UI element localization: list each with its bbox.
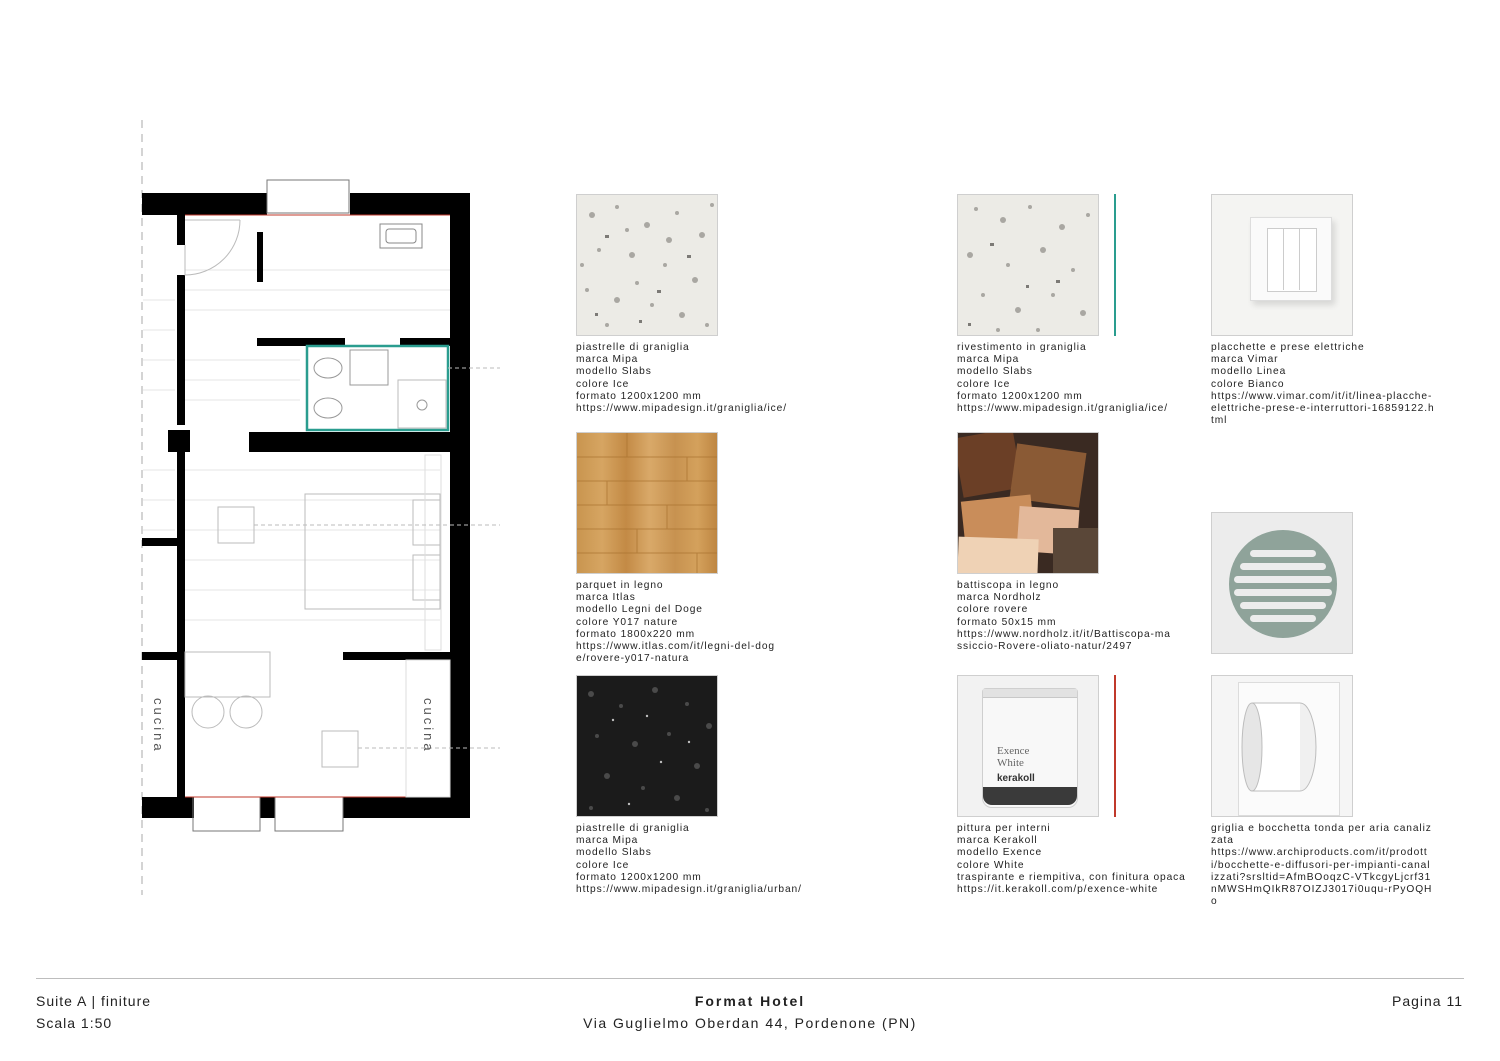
swatch-switch-plate [1211,194,1353,336]
line: modello Linea [1211,366,1287,378]
switch-plate-icon [1250,217,1332,301]
line: colore Ice [957,378,1011,390]
line: parquet in legno [576,580,664,591]
door-swing [185,220,240,275]
line-link[interactable]: https://www.nordholz.it/it/Battiscopa-massiccio-Rovere-oliato-natur/2497 [957,628,1171,653]
line: modello Slabs [957,366,1033,378]
material-description-1 [576,342,826,415]
material-description-7 [957,823,1197,896]
line: formato 1200x1200 mm [957,390,1083,402]
terrazzo-texture [577,195,718,336]
line: modello Legni del Doge [576,604,703,616]
footer-section-title: Suite A | finiture [36,993,152,1009]
material-description-4 [576,580,776,665]
footer-page-number: Pagina 11 [1391,993,1463,1009]
swatch-paint-bucket [957,675,1099,817]
bucket-line1: Exence [997,745,1030,757]
line-link[interactable]: https://www.archiproducts.com/it/prodotti/bocchette-e-diffusori-per-impianti-canalizzati?srsltid=AfmBOoqzC-VTkcgyLjcrf31nMWSHmQIkR87OIZJ3017i0uqu-rPyOQHo [1211,847,1433,908]
line: colore White [957,859,1025,871]
line: formato 1200x1200 mm [576,390,702,402]
bucket-line2: White [997,757,1024,769]
line: marca Mipa [576,835,639,847]
swatch-terrazzo-urban [576,675,718,817]
material-description-2 [957,342,1207,415]
kitchen-label-left: cucina [151,698,166,754]
line: piastrelle di graniglia [576,823,690,834]
line: colore rovere [957,604,1029,616]
accent-bar-red [1114,675,1116,817]
line: formato 1800x220 mm [576,628,696,640]
swatch-terrazzo-ice-floor [576,194,718,336]
line: pittura per interni [957,823,1051,834]
line: placchette e prese elettriche [1211,342,1365,353]
line: colore Ice [576,378,630,390]
swatch-baseboard [957,432,1099,574]
line: marca Vimar [1211,354,1279,366]
accent-bar-teal [1114,194,1116,336]
line: formato 50x15 mm [957,616,1057,628]
line: griglia e bocchetta tonda per aria canalizzata [1211,823,1432,847]
kitchen-label-right: cucina [421,698,436,754]
terrazzo-texture [958,195,1099,336]
material-description-5 [957,580,1172,653]
line-link[interactable]: https://www.itlas.com/it/legni-del-doge/rovere-y017-natura [576,641,775,665]
round-grille-icon [1212,513,1353,654]
table [185,652,270,697]
terrazzo-dark-texture [577,676,718,817]
swatch-parquet [576,432,718,574]
footer-project-title: Format Hotel [694,993,806,1009]
floor-plan [120,115,500,905]
line: traspirante e riempitiva, con finitura opaca [957,871,1186,883]
line: modello Exence [957,847,1043,859]
line: colore Ice [576,859,630,871]
line: formato 1200x1200 mm [576,871,702,883]
line: modello Slabs [576,366,652,378]
material-description-3 [1211,342,1436,427]
line: piastrelle di graniglia [576,342,690,353]
wood-grain-texture [577,433,718,574]
bathroom-outline [307,346,448,430]
bucket-brand: kerakoll [997,773,1035,784]
line: colore Bianco [1211,378,1285,390]
line-link[interactable]: https://www.mipadesign.it/graniglia/urban/ [576,884,802,896]
line: marca Mipa [957,354,1020,366]
line-link[interactable]: https://it.kerakoll.com/p/exence-white [957,884,1159,896]
line: marca Kerakoll [957,835,1038,847]
line: rivestimento in graniglia [957,342,1087,353]
line-link[interactable]: https://www.vimar.com/it/it/linea-placche-elettriche-prese-e-interruttori-16859122.html [1211,390,1435,427]
duct-icon [1212,676,1353,817]
footer-divider [36,978,1464,979]
swatch-air-grille [1211,512,1353,654]
line: marca Nordholz [957,592,1042,604]
cut-lines [185,215,450,797]
line: marca Mipa [576,354,639,366]
line: colore Y017 nature [576,616,679,628]
material-description-6 [576,823,826,896]
paint-bucket-icon [982,688,1078,808]
line-link[interactable]: https://www.mipadesign.it/graniglia/ice/ [576,403,787,415]
swatch-terrazzo-ice-wall [957,194,1099,336]
line: marca Itlas [576,592,636,604]
material-description-8 [1211,823,1433,908]
line: battiscopa in legno [957,580,1060,591]
footer-scale: Scala 1:50 [36,1015,113,1031]
bed [305,494,440,609]
swatch-round-vent [1211,675,1353,817]
footer-address: Via Guglielmo Oberdan 44, Pordenone (PN) [583,1015,917,1031]
line-link[interactable]: https://www.mipadesign.it/graniglia/ice/ [957,403,1168,415]
windows [193,180,349,831]
line: modello Slabs [576,847,652,859]
